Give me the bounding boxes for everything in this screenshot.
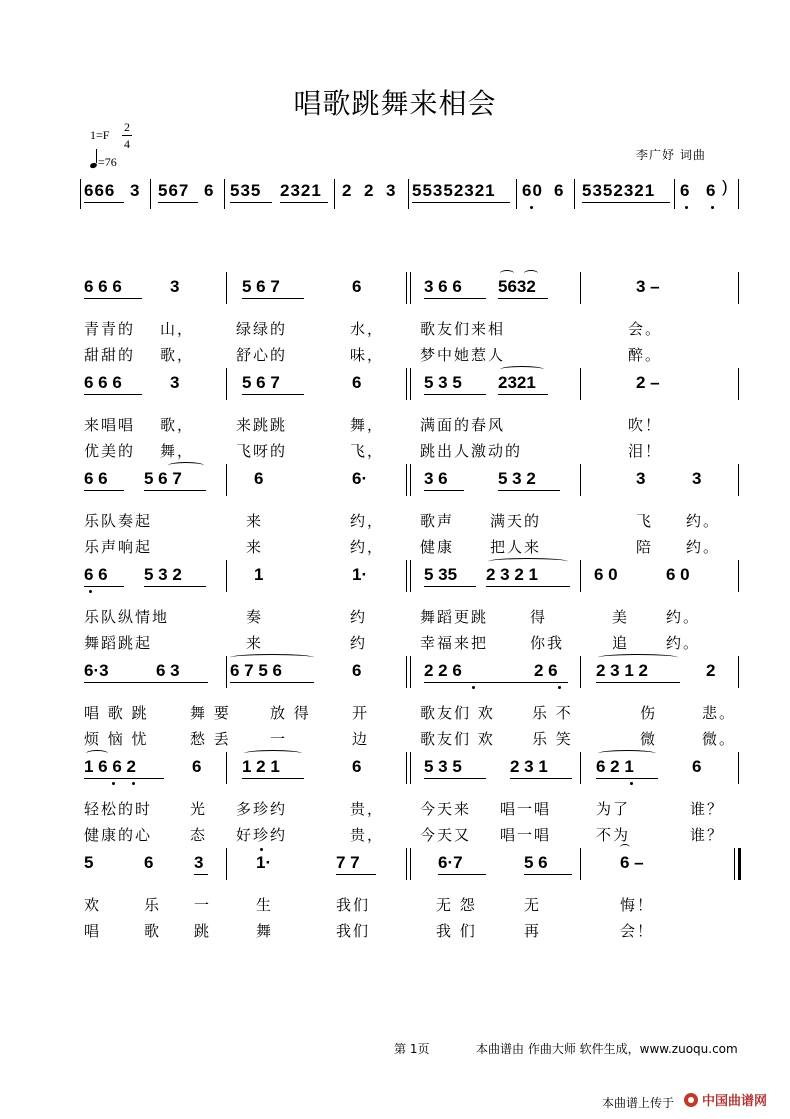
- note-group: 5352321: [582, 181, 656, 200]
- note-group: 3: [170, 277, 180, 296]
- lyric: 舞 要: [190, 704, 231, 722]
- note-group: 3: [194, 853, 204, 872]
- note-group: 567: [158, 181, 190, 200]
- lyric: 唱: [84, 922, 102, 940]
- lyric: 约，: [350, 512, 385, 530]
- note-group: 5 3 2: [498, 469, 536, 488]
- lyric: 唱一唱: [500, 826, 552, 844]
- note-group: 5: [84, 853, 94, 872]
- lyric: 幸福来把: [420, 634, 489, 652]
- lyric: 悲。: [702, 704, 737, 722]
- note-group: 2 3 2 1: [486, 565, 538, 584]
- lyric: 跳出人激动的: [420, 442, 523, 460]
- lyric: 悔！: [620, 896, 655, 914]
- note-group: 5632: [498, 277, 536, 296]
- tempo-marking: [90, 152, 117, 170]
- lyric: 今天又: [420, 826, 472, 844]
- meter-bottom: 4: [124, 137, 130, 151]
- note-group: 3 6 6: [424, 277, 462, 296]
- note-group: 1: [254, 565, 264, 584]
- lyric: 贵，: [350, 826, 385, 844]
- lyric: 一: [194, 896, 212, 914]
- score-line-5: [80, 652, 740, 752]
- note-group: 6 2 1: [596, 757, 634, 776]
- lyric: 唱一唱: [500, 800, 552, 818]
- lyric: 我们: [336, 896, 371, 914]
- note-group: 2 6: [534, 661, 558, 680]
- note-group: 6: [352, 757, 362, 776]
- lyric: 边: [352, 730, 370, 748]
- lyric: 会。: [628, 320, 663, 338]
- note-group: 6 0: [594, 565, 618, 584]
- lyric: 舞蹈更跳: [420, 608, 489, 626]
- lyric: 放 得: [270, 704, 311, 722]
- lyric: 开: [352, 704, 370, 722]
- lyric: 飞呀的: [236, 442, 288, 460]
- lyric: 无: [524, 896, 542, 914]
- lyric: 优美的: [84, 442, 136, 460]
- lyric: 贵，: [350, 800, 385, 818]
- lyric: 欢: [84, 896, 102, 914]
- note-group: 6 6: [84, 469, 108, 488]
- note-group: 6: [144, 853, 154, 872]
- note-group: 6·3: [84, 661, 109, 680]
- page-number: 第 1页: [394, 1042, 430, 1056]
- note-group: 6 7 5 6: [230, 661, 282, 680]
- lyric: 甜甜的: [84, 346, 136, 364]
- lyric: 来: [246, 634, 264, 652]
- lyric: 健康的心: [84, 826, 153, 844]
- score-line-3: [80, 460, 740, 560]
- score-line-1: [80, 268, 740, 368]
- note-group: 5 6: [524, 853, 548, 872]
- lyric: 光: [190, 800, 208, 818]
- lyric: 乐 不: [532, 704, 573, 722]
- tempo-value: =76: [98, 155, 117, 169]
- note-group: 1·: [352, 565, 368, 584]
- lyric: 绿绿的: [236, 320, 288, 338]
- lyric: 满天的: [490, 512, 542, 530]
- lyric: 舒心的: [236, 346, 288, 364]
- lyric: 歌声: [420, 512, 455, 530]
- lyric: 约。: [686, 512, 721, 530]
- lyric: 多珍约: [236, 800, 288, 818]
- lyric: 伤: [640, 704, 658, 722]
- note-group: 6 0: [666, 565, 690, 584]
- lyric: 无 怨: [436, 896, 477, 914]
- lyric: 来: [246, 512, 264, 530]
- lyric: 愁 丢: [190, 730, 231, 748]
- note-group: 55352321: [412, 181, 496, 200]
- lyric: 泪！: [628, 442, 663, 460]
- lyric: 态: [190, 826, 208, 844]
- note-group: 6: [692, 757, 702, 776]
- lyric: 舞: [256, 922, 274, 940]
- note-group: 2: [706, 661, 716, 680]
- intro-line: [80, 175, 740, 215]
- lyric: 追: [612, 634, 630, 652]
- note-group: 5 3 5: [424, 757, 462, 776]
- lyric: 歌，: [160, 416, 195, 434]
- note-group: 60: [522, 181, 543, 200]
- lyric: 吹！: [628, 416, 663, 434]
- note-group: 1 2 1: [242, 757, 280, 776]
- note-group: 6: [706, 181, 717, 200]
- lyric: 唱 歌 跳: [84, 704, 149, 722]
- note-group: 1 6 6 2: [84, 757, 136, 776]
- lyric: 歌友们 欢: [420, 704, 495, 722]
- upload-note: 本曲谱上传于: [602, 1096, 675, 1110]
- note-group: 2: [364, 181, 375, 200]
- note-group: 6: [352, 277, 362, 296]
- note-group: 2321: [280, 181, 322, 200]
- score-line-2: [80, 364, 740, 464]
- bracket: ): [722, 177, 729, 196]
- note-group: 2 2 6: [424, 661, 462, 680]
- note-group: 3: [170, 373, 180, 392]
- lyric: 舞，: [160, 442, 195, 460]
- lyric: 水，: [350, 320, 385, 338]
- logo-text: 中国曲谱网: [702, 1094, 768, 1109]
- lyric: 陪: [636, 538, 654, 556]
- site-logo[interactable]: [682, 1090, 782, 1110]
- note-group: 6: [254, 469, 264, 488]
- note-group: 5 3 5: [424, 373, 462, 392]
- lyric: 今天来: [420, 800, 472, 818]
- lyric: 舞，: [350, 416, 385, 434]
- lyric: 跳: [194, 922, 212, 940]
- lyric: 为了: [596, 800, 631, 818]
- note-group: 1·: [256, 853, 272, 872]
- note-group: 2 3 1: [510, 757, 548, 776]
- lyric: 乐队奏起: [84, 512, 153, 530]
- score-line-4: [80, 556, 740, 656]
- note-group: 5 6 7: [144, 469, 182, 488]
- lyric: 乐 笑: [532, 730, 573, 748]
- note-group: 6: [352, 373, 362, 392]
- lyric: 梦中她惹人: [420, 346, 506, 364]
- note-group: 6 6: [84, 565, 108, 584]
- lyric: 青青的: [84, 320, 136, 338]
- lyric: 山，: [160, 320, 195, 338]
- note-group: 3: [692, 469, 702, 488]
- lyric: 一: [270, 730, 288, 748]
- lyric: 味，: [350, 346, 385, 364]
- lyric: 奏: [246, 608, 264, 626]
- lyric: 约。: [666, 608, 701, 626]
- lyric: 烦 恼 忧: [84, 730, 149, 748]
- lyric: 把人来: [490, 538, 542, 556]
- note-group: 3 6: [424, 469, 448, 488]
- note-group: 6: [554, 181, 565, 200]
- lyric: 约，: [350, 538, 385, 556]
- lyric: 我 们: [436, 922, 477, 940]
- page-title: 唱歌跳舞来相会: [293, 87, 497, 120]
- note-group: 2 3 1 2: [596, 661, 648, 680]
- lyric: 约: [350, 608, 368, 626]
- lyric: 约: [350, 634, 368, 652]
- quarter-note-icon: [89, 162, 97, 169]
- lyric: 再: [524, 922, 542, 940]
- lyric: 谁？: [690, 826, 725, 844]
- lyric: 歌友们 欢: [420, 730, 495, 748]
- note-group: 5 6 7: [242, 277, 280, 296]
- lyric: 生: [256, 896, 274, 914]
- lyric: 歌友们来相: [420, 320, 506, 338]
- lyric: 不为: [596, 826, 631, 844]
- note-group: 6 3: [156, 661, 180, 680]
- lyric: 来: [246, 538, 264, 556]
- note-group: 535: [230, 181, 262, 200]
- note-group: 6·7: [438, 853, 463, 872]
- lyric: 歌，: [160, 346, 195, 364]
- lyric: 乐队纵情地: [84, 608, 170, 626]
- lyric: 醉。: [628, 346, 663, 364]
- lyric: 约。: [666, 634, 701, 652]
- lyric: 美: [612, 608, 630, 626]
- note-group: 6: [204, 181, 215, 200]
- score-line-6: [80, 748, 740, 848]
- note-group: 3 –: [636, 277, 660, 296]
- note-group: 5 35: [424, 565, 458, 584]
- lyric: 健康: [420, 538, 455, 556]
- lyric: 会！: [620, 922, 655, 940]
- lyric: 微: [640, 730, 658, 748]
- note-group: 6 –: [620, 853, 644, 872]
- note-group: 3: [386, 181, 397, 200]
- score-line-7: [80, 844, 740, 944]
- note-group: 5 6 7: [242, 373, 280, 392]
- lyric: 来唱唱: [84, 416, 136, 434]
- lyric: 舞蹈跳起: [84, 634, 153, 652]
- note-group: 6: [192, 757, 202, 776]
- lyric: 来跳跳: [236, 416, 288, 434]
- note-group: 6: [680, 181, 691, 200]
- lyric: 得: [530, 608, 548, 626]
- note-group: 5 3 2: [144, 565, 182, 584]
- lyric: 乐: [144, 896, 162, 914]
- time-signature: [122, 120, 132, 151]
- generator-note: 本曲谱由 作曲大师 软件生成，www.zuoqu.com: [476, 1042, 738, 1056]
- lyric: 谁？: [690, 800, 725, 818]
- note-group: 6·: [352, 469, 368, 488]
- note-group: 3: [130, 181, 141, 200]
- lyric: 约。: [686, 538, 721, 556]
- lyric: 歌: [144, 922, 162, 940]
- author-credit: 李广妤 词曲: [636, 148, 706, 162]
- note-group: 666: [84, 181, 116, 200]
- lyric: 好珍约: [236, 826, 288, 844]
- note-group: 6 6 6: [84, 373, 122, 392]
- lyric: 乐声响起: [84, 538, 153, 556]
- lyric: 飞: [636, 512, 654, 530]
- note-group: 3: [636, 469, 646, 488]
- lyric: 微。: [702, 730, 737, 748]
- lyric: 我们: [336, 922, 371, 940]
- lyric: 飞，: [350, 442, 385, 460]
- note-group: 7 7: [336, 853, 360, 872]
- meter-top: 2: [124, 120, 130, 134]
- lyric: 你我: [530, 634, 565, 652]
- lyric: 满面的春风: [420, 416, 506, 434]
- lyric: 轻松的时: [84, 800, 153, 818]
- note-group: 2 –: [636, 373, 660, 392]
- note-group: 2321: [498, 373, 536, 392]
- logo-icon: [682, 1090, 782, 1110]
- note-group: 2: [342, 181, 353, 200]
- note-group: 6: [352, 661, 362, 680]
- key-signature: 1=F: [90, 128, 110, 142]
- note-group: 6 6 6: [84, 277, 122, 296]
